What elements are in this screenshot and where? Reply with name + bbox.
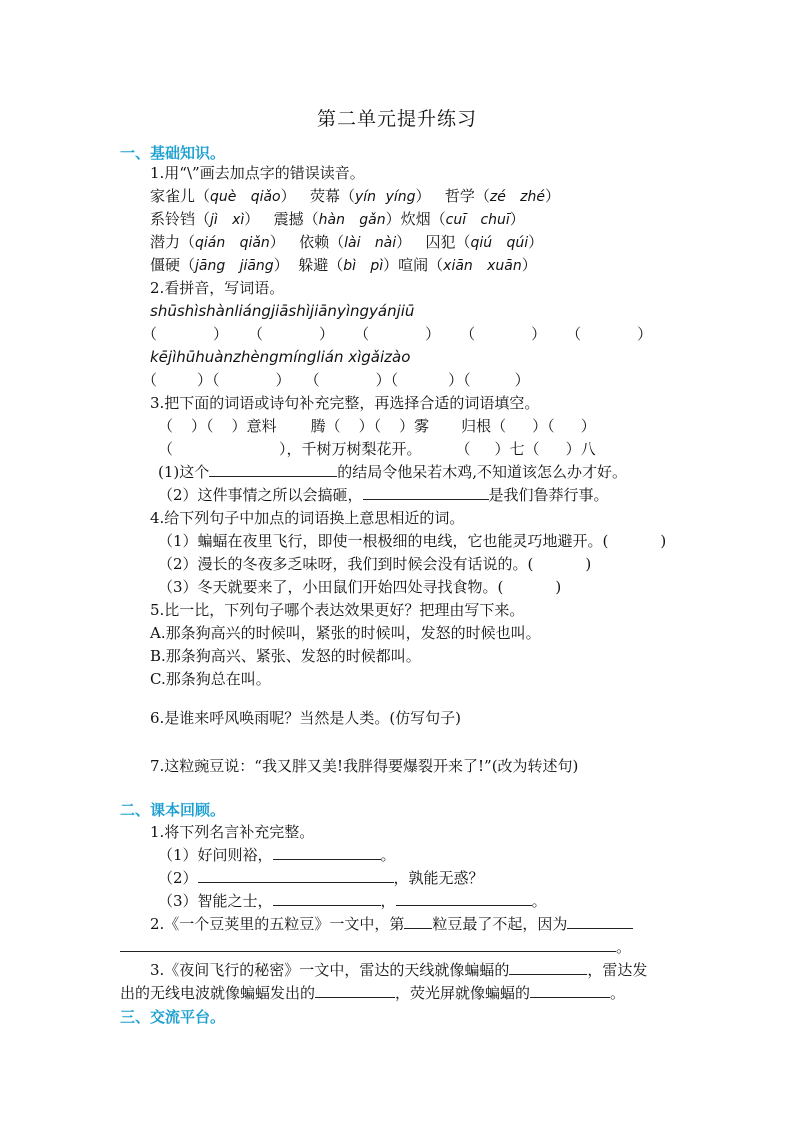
paren: ） [244, 210, 260, 228]
paren: ） [273, 256, 289, 274]
pinyin-option: xuān [487, 258, 522, 274]
paren-open: （ [142, 325, 158, 343]
q3-fill-sentence-1[interactable] [158, 462, 627, 482]
paren-open: （ [455, 440, 471, 458]
pinyin-option: xì [232, 212, 245, 228]
word: 系铃铛（ [150, 210, 211, 228]
q2-stem: 2.看拼音，写词语。 [150, 279, 285, 297]
paren-close: ） [358, 417, 374, 435]
answer-blank[interactable] [209, 462, 337, 477]
pinyin-option: bì [343, 258, 357, 274]
punct: ， [380, 892, 396, 910]
paren: ） [528, 233, 544, 251]
idiom-fragment: 归根（ [461, 417, 507, 435]
section-heading-basics: 一、基础知识。 [120, 144, 226, 162]
q5-option-b: B.那条狗高兴、紧张、发怒的时候都叫。 [150, 647, 421, 665]
paren-open: （ [373, 417, 382, 435]
paren-open: （ [158, 417, 174, 435]
paren-close: ） [580, 417, 596, 435]
q7-prompt: 7.这粒豌豆说：“我又胖又美!我胖得要爆裂开来了!”(改为转述句) [150, 757, 579, 775]
answer-blank[interactable] [530, 983, 610, 998]
pinyin-option: qiú [470, 235, 493, 251]
idiom-fragment: 腾（ [310, 417, 341, 435]
answer-blank[interactable] [198, 868, 394, 883]
word: 依赖（ [299, 233, 345, 251]
pinyin-option: jiāng [239, 258, 274, 274]
q3-idioms-row[interactable] [158, 416, 596, 436]
quote-fragment: ，孰能无惑？ [393, 869, 484, 887]
paren-open: （ [248, 325, 264, 343]
paren-close: ） [319, 325, 335, 343]
paren-open: （ [354, 325, 370, 343]
q3-poem-row[interactable] [158, 439, 596, 459]
word: 震撼（ [273, 210, 319, 228]
q3-stem: 3.把下面的词语或诗句补充完整，再选择合适的词语填空。 [150, 394, 540, 412]
paren-open: （ [547, 417, 555, 435]
word: 囚犯（ [425, 233, 471, 251]
paren: ） [509, 210, 525, 228]
answer-blank[interactable] [509, 960, 587, 975]
paren-open: （ [212, 371, 220, 389]
pinyin-option: qián [195, 235, 226, 251]
q4-sentence-1[interactable] [158, 531, 666, 551]
pinyin-option: cuī [445, 212, 467, 228]
question-fragment: 2.《一个豆荚里的五粒豆》一文中，第 [150, 915, 405, 933]
paren-close: ) [660, 532, 667, 550]
page-title: 第二单元提升练习 [316, 108, 477, 130]
quote-fragment: （2） [158, 869, 198, 887]
paren-close: ) [555, 578, 562, 596]
word: 哲学（ [444, 187, 490, 205]
p2-quote-2[interactable] [158, 868, 484, 888]
sentence-text: （3）冬天就要来了，小田鼠们开始四处寻找食物。( [158, 578, 504, 596]
quote-fragment: （3）智能之士， [158, 892, 273, 910]
p2-q2-continuation[interactable] [120, 937, 631, 957]
sentence-fragment: 的结局令他呆若木鸡,不知道该怎么办才好。 [337, 463, 628, 481]
sentence-fragment: 是我们鲁莽行事。 [488, 486, 609, 504]
idiom-fragment: ）雾 [399, 417, 430, 435]
paren: ） [396, 233, 412, 251]
answer-blank[interactable] [363, 485, 489, 500]
word: 家雀儿（ [150, 187, 211, 205]
answer-blank[interactable] [567, 914, 633, 929]
paren: ） [385, 210, 401, 228]
quote-fragment: （1）好问则裕， [158, 846, 273, 864]
q2-answer-row2[interactable] [142, 370, 530, 390]
question-fragment: 粒豆最了不起，因为 [432, 915, 568, 933]
paren: ） [280, 187, 296, 205]
pinyin-option: yín [354, 189, 377, 205]
paren: ） [383, 256, 399, 274]
pinyin-option: pì [370, 258, 384, 274]
paren-close: ） [514, 371, 530, 389]
p2-q1-stem: 1.将下列名言补充完整。 [150, 823, 315, 841]
paren: ） [415, 187, 431, 205]
sentence-text: （1）蝙蝠在夜里飞行，即使一根极细的电线，它也能灵巧地避开。( [158, 532, 609, 550]
pinyin-option: qúi [506, 235, 529, 251]
sentence-text: （2）漫长的冬夜多乏味呀，我们到时候会没有话说的。( [158, 555, 534, 573]
paren-close: ） [532, 417, 548, 435]
question-fragment: 3.《夜间飞行的秘密》一文中，雷达的天线就像蝙蝠的 [150, 961, 510, 979]
word: 喧闹（ [398, 256, 444, 274]
paren-close: ） [531, 325, 547, 343]
section-heading-review: 二、课本回顾。 [120, 801, 226, 819]
q2-answer-row1[interactable] [142, 324, 652, 344]
pinyin-option: qiǎn [239, 235, 270, 251]
pinyin-option: chuī [480, 212, 510, 228]
paren-open: （ [142, 371, 158, 389]
p2-q3-line1[interactable] [150, 960, 647, 980]
pinyin-option: nài [374, 235, 397, 251]
paren: ） [521, 256, 537, 274]
word: 潜力（ [150, 233, 196, 251]
p2-quote-1[interactable] [158, 845, 396, 865]
q4-stem: 4.给下列句子中加点的词语换上意思相近的词。 [150, 509, 465, 527]
paren-open: （ [460, 325, 476, 343]
paren: ） [269, 233, 285, 251]
paren-open: （ [463, 371, 471, 389]
p2-q2[interactable] [150, 914, 633, 934]
pinyin-option: xiān [443, 258, 473, 274]
idiom-fragment: ）八 [565, 440, 596, 458]
punct: 。 [610, 984, 626, 1002]
p2-quote-3[interactable] [158, 891, 547, 911]
pinyin-option: lài [344, 235, 361, 251]
sentence-fragment: （2）这件事情之所以会搞砸， [158, 486, 363, 504]
question-fragment: ，雷达发 [587, 961, 648, 979]
paren-open: （ [390, 371, 399, 389]
paren-open: （ [566, 325, 582, 343]
q4-sentence-3[interactable] [158, 577, 561, 597]
pinyin-option: zhé [520, 189, 545, 205]
paren-open: （ [304, 371, 320, 389]
q4-sentence-2[interactable] [158, 554, 591, 574]
poem-fragment: ），千树万树梨花开。 [279, 440, 422, 458]
q5-stem: 5.比一比，下列句子哪个表达效果更好？把理由写下来。 [150, 601, 525, 619]
paren-open: （ [206, 417, 214, 435]
paren: ） [544, 187, 560, 205]
idiom-fragment: 意料 [246, 417, 277, 435]
word: 僵硬（ [150, 256, 196, 274]
idiom-fragment: ）七（ [494, 440, 540, 458]
q2-pinyin-row1: shūshìshànliángjiāshìjiānyìngyánjiū [150, 302, 415, 320]
word: 炊烟（ [400, 210, 446, 228]
paren-open: （ [158, 440, 174, 458]
answer-blank[interactable] [396, 891, 532, 906]
paren-close: ） [637, 325, 653, 343]
paren-close: ） [375, 371, 391, 389]
q1-row [150, 186, 560, 207]
answer-blank[interactable] [404, 914, 432, 929]
sentence-fragment: (1)这个 [158, 463, 210, 481]
answer-blank[interactable] [315, 983, 395, 998]
pinyin-option: gǎn [359, 212, 386, 228]
punct: 。 [531, 892, 547, 910]
pinyin-option: jāng [195, 258, 226, 274]
q1-row [150, 209, 525, 230]
q6-prompt: 6.是谁来呼风唤雨呢？当然是人类。(仿写句子) [150, 709, 462, 727]
answer-blank[interactable] [273, 891, 381, 906]
paren-close: ） [213, 325, 229, 343]
paren-close: ） [231, 417, 247, 435]
pinyin-option: jì [210, 212, 218, 228]
section-heading-exchange: 三、交流平台。 [120, 1008, 226, 1026]
p2-q3-line2[interactable] [120, 983, 625, 1003]
paren-close: ） [197, 371, 213, 389]
q3-fill-sentence-2[interactable] [158, 485, 609, 505]
q1-row [150, 255, 537, 276]
answer-blank[interactable] [273, 845, 381, 860]
pinyin-option: zé [489, 189, 506, 205]
answer-blank[interactable] [120, 937, 616, 952]
pinyin-option: yíng [385, 189, 416, 205]
paren-close: ） [191, 417, 207, 435]
question-fragment: ，荧光屏就像蝙蝠的 [395, 984, 531, 1002]
pinyin-option: qiǎo [250, 189, 281, 205]
punct: 。 [616, 938, 632, 956]
q2-pinyin-row2: kējìhūhuànzhèngmínglián xìgǎizào [150, 348, 411, 366]
word: 荧幕（ [309, 187, 355, 205]
paren-close: ） [425, 325, 441, 343]
pinyin-option: hàn [318, 212, 345, 228]
word: 躲避（ [298, 256, 344, 274]
paren-close: ） [275, 371, 291, 389]
q1-stem: 1.用“\”画去加点字的错误读音。 [150, 164, 365, 182]
pinyin-option: què [210, 189, 237, 205]
q1-row [150, 232, 543, 253]
paren-close: ） [448, 371, 464, 389]
punct: 。 [380, 846, 396, 864]
q5-option-c: C.那条狗总在叫。 [150, 670, 271, 688]
question-fragment: 出的无线电波就像蝙蝠发出的 [120, 984, 316, 1002]
q5-option-a: A.那条狗高兴的时候叫，紧张的时候叫，发怒的时候也叫。 [150, 624, 541, 642]
paren-close: ) [585, 555, 592, 573]
